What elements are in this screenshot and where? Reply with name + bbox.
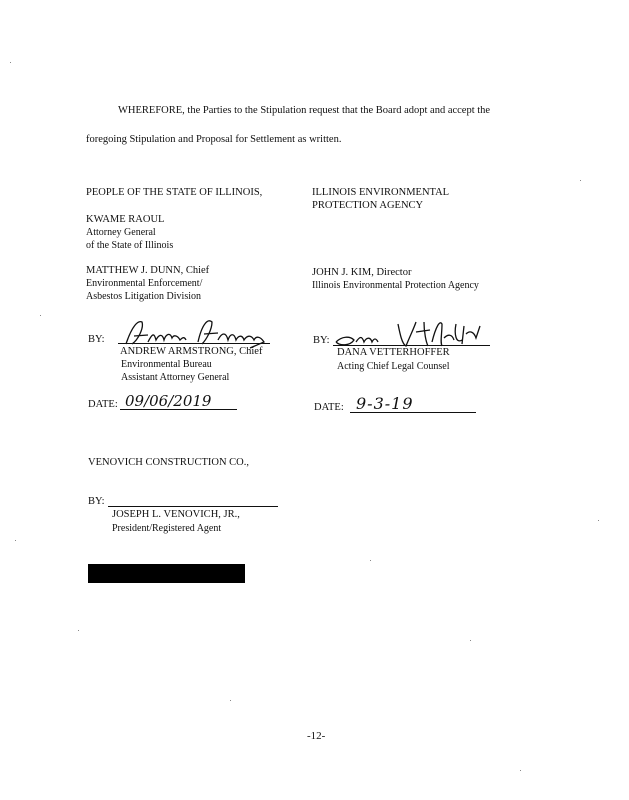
right-by-label: BY: bbox=[313, 335, 330, 346]
scan-speck bbox=[370, 560, 371, 561]
chief-title-1: Environmental Enforcement/ bbox=[86, 278, 203, 289]
scan-speck bbox=[10, 62, 11, 63]
scan-speck bbox=[78, 630, 79, 631]
ag-title-1: Attorney General bbox=[86, 227, 156, 238]
left-party-heading: PEOPLE OF THE STATE OF ILLINOIS, bbox=[86, 187, 263, 198]
left-date-value: 09/06/2019 bbox=[125, 392, 212, 410]
chief-title-2: Asbestos Litigation Division bbox=[86, 291, 201, 302]
right-date-line bbox=[350, 412, 476, 413]
right-signer-title: Acting Chief Legal Counsel bbox=[337, 361, 450, 372]
company-signature-line bbox=[108, 506, 278, 507]
right-signer-name: DANA VETTERHOFFER bbox=[337, 347, 450, 358]
right-party-heading-1: ILLINOIS ENVIRONMENTAL bbox=[312, 187, 450, 198]
company-signer-title: President/Registered Agent bbox=[112, 523, 222, 534]
right-signature-line bbox=[333, 345, 490, 346]
scan-speck bbox=[40, 315, 41, 316]
left-signer-name: ANDREW ARMSTRONG, Chief bbox=[120, 346, 263, 357]
left-date-label: DATE: bbox=[88, 399, 118, 410]
right-party-heading-2: PROTECTION AGENCY bbox=[312, 200, 424, 211]
left-signer-title-2: Assistant Attorney General bbox=[121, 372, 230, 383]
director-name: JOHN J. KIM, Director bbox=[312, 267, 412, 278]
right-date-value: 9-3-19 bbox=[356, 394, 414, 413]
left-date-line bbox=[120, 409, 237, 410]
scan-speck bbox=[230, 700, 231, 701]
chief-name: MATTHEW J. DUNN, Chief bbox=[86, 265, 210, 276]
intro-line-2: foregoing Stipulation and Proposal for Settlement as written. bbox=[86, 134, 342, 145]
redaction-bar bbox=[88, 564, 245, 583]
intro-line-1: WHEREFORE, the Parties to the Stipulation request that the Board adopt and accept the bbox=[118, 105, 491, 116]
scan-speck bbox=[470, 640, 471, 641]
scan-speck bbox=[580, 180, 581, 181]
ag-title-2: of the State of Illinois bbox=[86, 240, 174, 251]
right-date-label: DATE: bbox=[314, 402, 344, 413]
company-by-label: BY: bbox=[88, 496, 105, 507]
left-signature-line bbox=[118, 343, 270, 344]
ag-name: KWAME RAOUL bbox=[86, 214, 165, 225]
scan-speck bbox=[520, 770, 521, 771]
left-by-label: BY: bbox=[88, 334, 105, 345]
left-signer-title-1: Environmental Bureau bbox=[121, 359, 212, 370]
page-number: -12- bbox=[307, 730, 326, 742]
director-title: Illinois Environmental Protection Agency bbox=[312, 280, 479, 291]
company-name: VENOVICH CONSTRUCTION CO., bbox=[88, 457, 250, 468]
company-signer-name: JOSEPH L. VENOVICH, JR., bbox=[112, 509, 240, 520]
scan-speck bbox=[15, 540, 16, 541]
scan-speck bbox=[598, 520, 599, 521]
